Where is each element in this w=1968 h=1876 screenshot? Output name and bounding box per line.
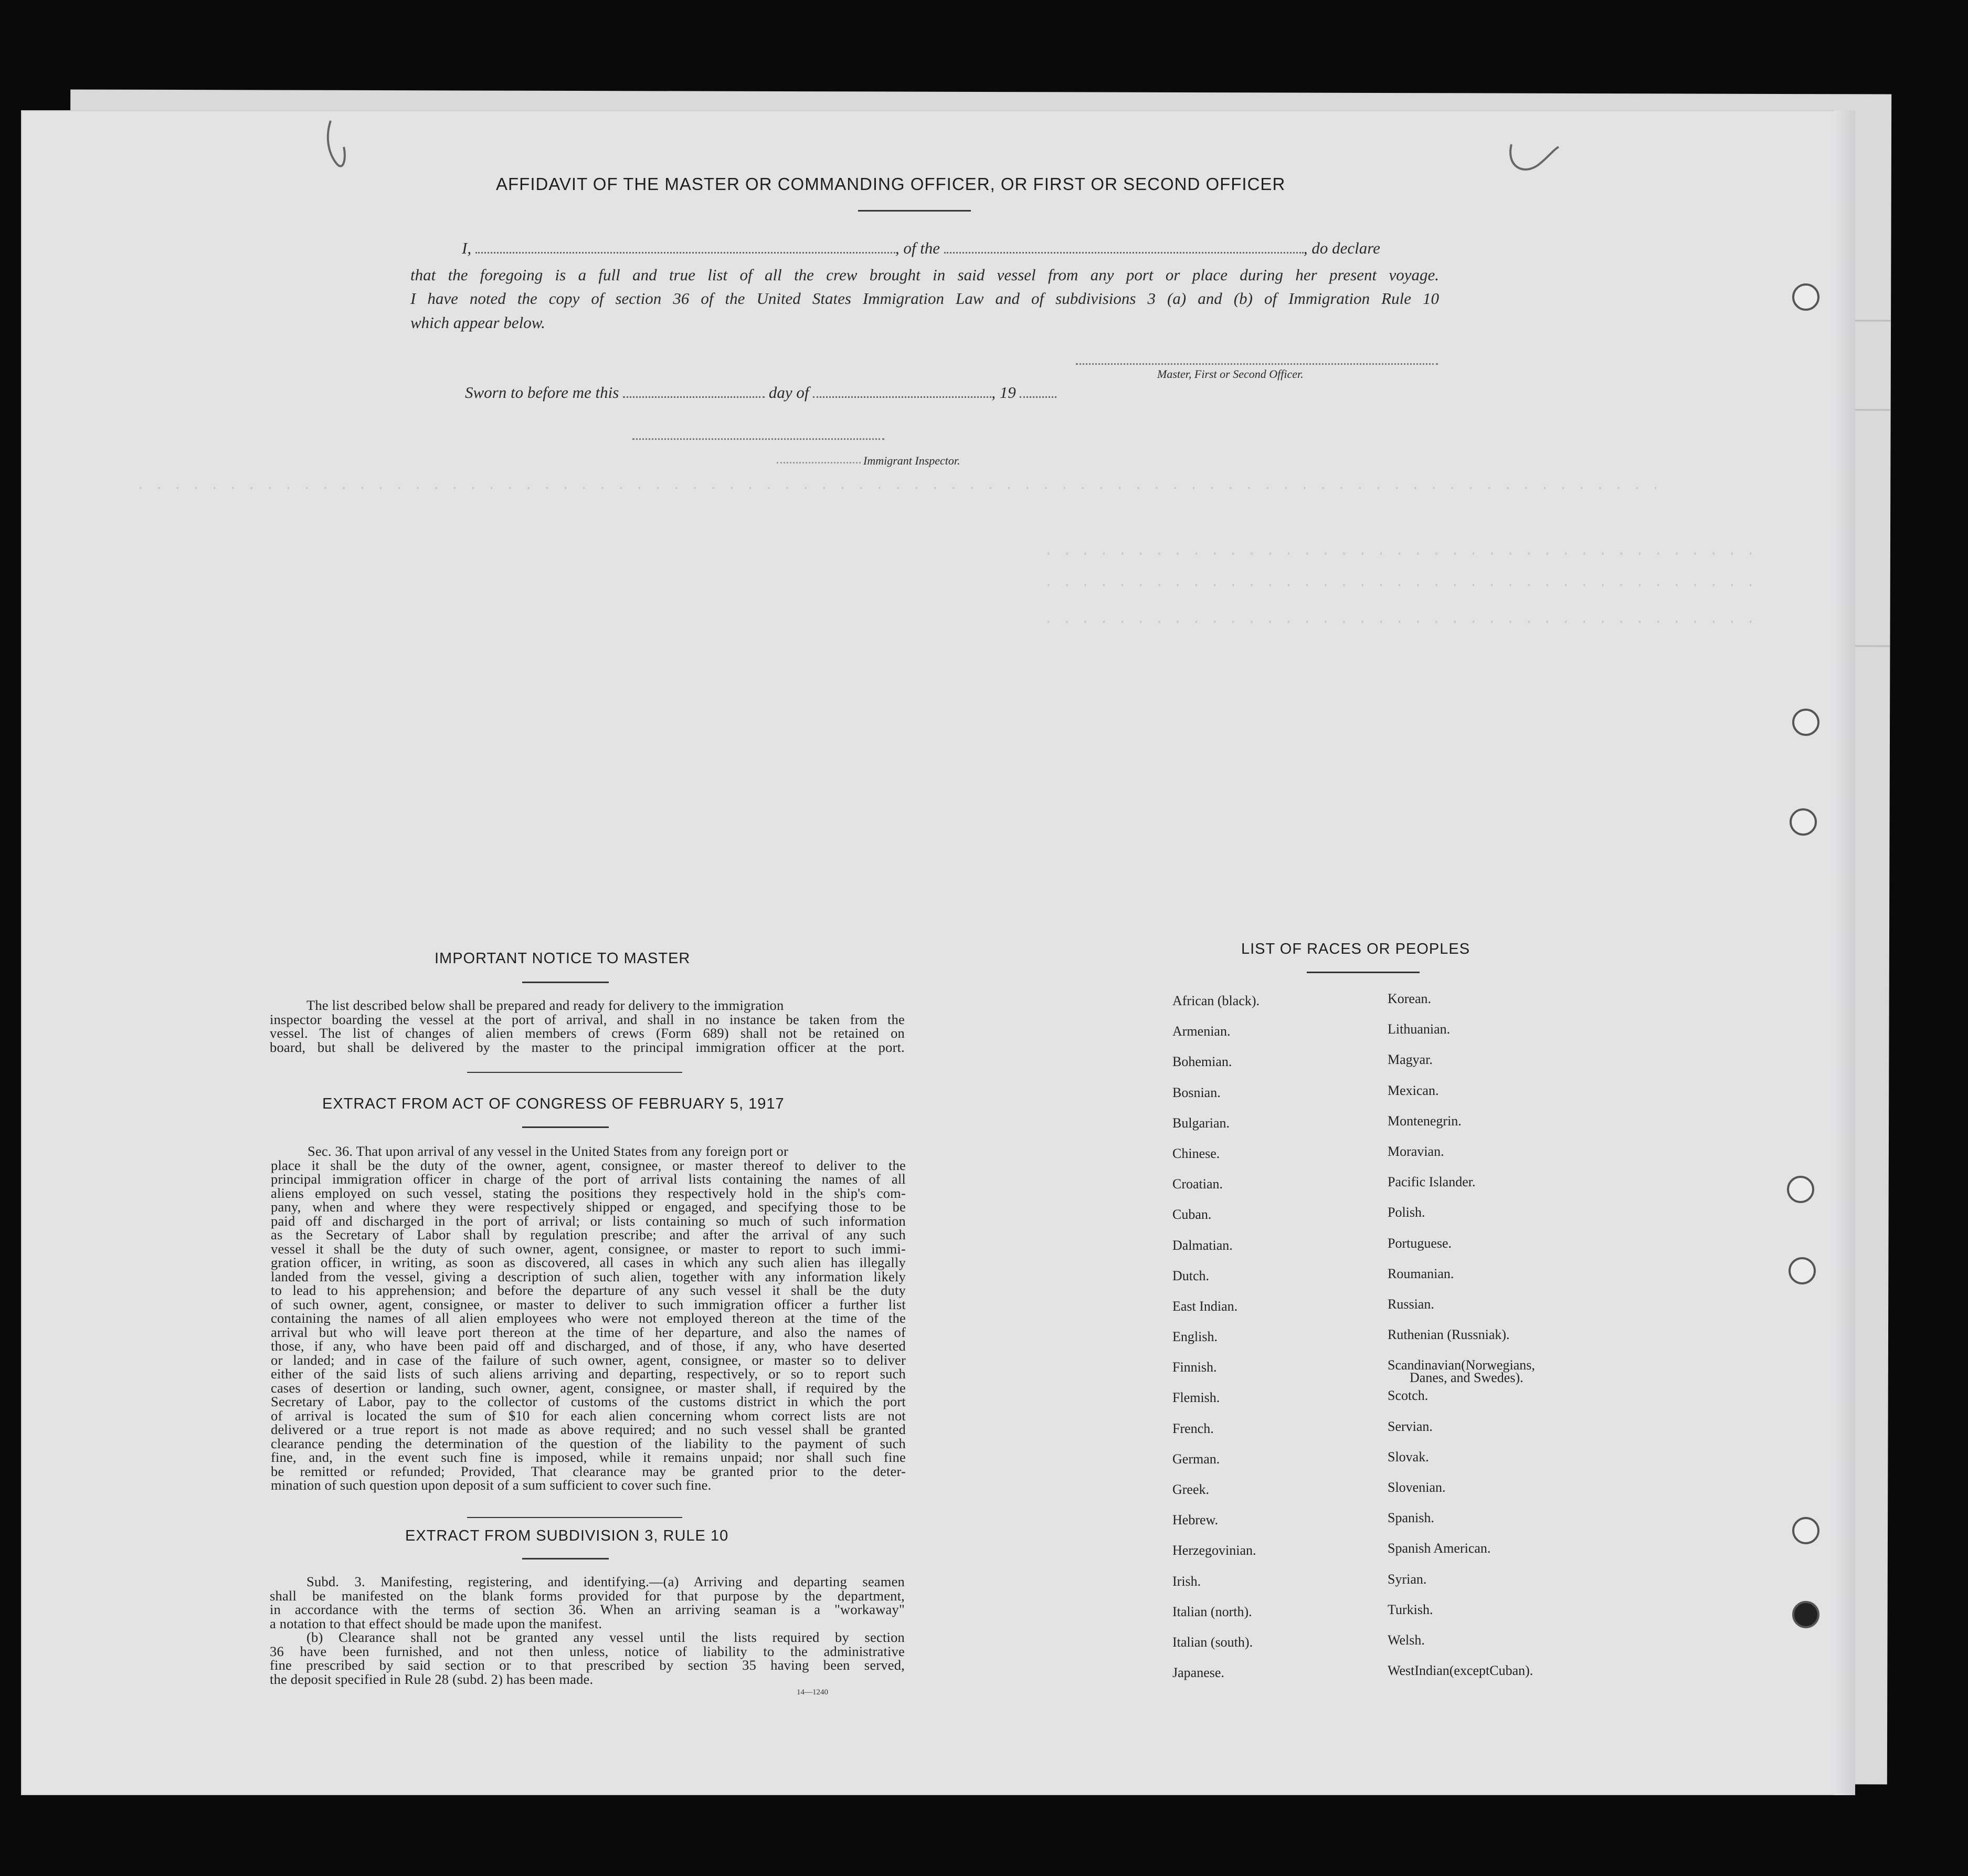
race-item: Scotch. [1388, 1388, 1429, 1404]
race-item: Italian (south). [1172, 1634, 1253, 1650]
race-item: Spanish American. [1388, 1541, 1491, 1556]
act-line: of such owner, agent, consignee, or master to deliver to such immigration officer a further list [271, 1296, 906, 1312]
day-of-label: day of [768, 383, 809, 402]
notice-line: The list described below shall be prepared and ready for delivery to the immigration [306, 997, 784, 1013]
race-item: Cuban. [1172, 1207, 1212, 1222]
race-item: Montenegrin. [1388, 1113, 1462, 1129]
master-signature-line[interactable] [1076, 363, 1438, 365]
race-item: Armenian. [1172, 1024, 1231, 1039]
bleed-through: · · · · · · · · · · · · · · · · · · · · · · · · · · · · · · · · · · · · · · · · · · · · · · · · · · · · · · · · · · · · · · · · · · · · · · · · · · · · · · · · · · · [136, 480, 1661, 496]
rule-line: (b) Clearance shall not be granted any vessel until the lists required by section [306, 1629, 905, 1645]
notice-line: vessel. The list of changes of alien members of crews (Form 689) shall not be retained on [270, 1025, 905, 1041]
act-line: principal immigration officer in charge of the port of arrival lists containing the names of all [271, 1171, 906, 1187]
race-item: Moravian. [1388, 1143, 1444, 1159]
binder-hole [1787, 1176, 1814, 1203]
race-item: Irish. [1172, 1573, 1201, 1589]
affidavit-i: I, [462, 239, 472, 257]
affidavit-line-3: I have noted the copy of section 36 of the United States Immigration Law and of subdivisions 3 (a) and (b) of Immigration Rule 10 [410, 289, 1439, 308]
page-edge-shade [1834, 110, 1855, 1795]
bleed-through: · · · · · · · · · · · · · · · · · · · · · · · · · · · · · · · · · · · · · · · [1044, 546, 1756, 562]
act-line: pany, when and where they were respectively shipped or engaged, and specifying those to be [271, 1199, 906, 1215]
race-item: East Indian. [1172, 1298, 1238, 1314]
race-item: Welsh. [1388, 1632, 1425, 1648]
binder-hole [1792, 1517, 1819, 1544]
race-item: Slovak. [1388, 1449, 1429, 1464]
act-line: landed from the vessel, giving a description of such alien, together with any information likely [271, 1268, 906, 1284]
race-item: Bulgarian. [1172, 1115, 1230, 1131]
race-item-text: Scandinavian(Norwegians, [1388, 1357, 1535, 1373]
inspector-dotted [777, 462, 861, 463]
race-item: Russian. [1388, 1296, 1434, 1312]
race-item: WestIndian(exceptCuban). [1388, 1663, 1533, 1679]
race-item: Magyar. [1388, 1052, 1433, 1068]
act-line: of arrival is located the sum of $10 for each alien concerning whom correct lists are not [271, 1407, 906, 1424]
act-line: clearance pending the determination of the question of the liability to the payment of such [271, 1435, 906, 1451]
rule-line: the deposit specified in Rule 28 (subd. 2) has been made. [270, 1671, 594, 1687]
act-line: as the Secretary of Labor shall by regulation prescribe; and after the arrival of any such [271, 1227, 906, 1242]
race-item: Spanish. [1388, 1510, 1434, 1526]
notice-text [270, 998, 905, 1054]
act-text [271, 1144, 906, 1492]
rule-line: a notation to that effect should be made upon the manifest. [270, 1615, 602, 1631]
race-item: Hebrew. [1172, 1512, 1219, 1528]
race-item: Roumanian. [1388, 1266, 1454, 1281]
races-left-column [1172, 993, 1260, 1695]
master-signature-label: Master, First or Second Officer. [1157, 367, 1304, 381]
act-line: those, if any, who have been paid off and discharged, and of those, if any, who have deserted [271, 1338, 906, 1354]
title-rule [522, 982, 609, 983]
affidavit-declare: , do declare [1303, 239, 1380, 257]
race-item: African (black). [1172, 993, 1260, 1008]
section-rule [467, 1517, 682, 1518]
act-line: be remitted or refunded; Provided, That clearance may be granted prior to the deter- [271, 1463, 906, 1479]
race-item: Servian. [1388, 1418, 1433, 1434]
act-line: Sec. 36. That upon arrival of any vessel in the United States from any foreign port or [308, 1143, 789, 1159]
race-item: Mexican. [1388, 1082, 1439, 1098]
race-item: Bohemian. [1172, 1054, 1232, 1070]
act-line: or landed; and in case of the failure of such owner, agent, consignee, or master so to deliver [271, 1352, 906, 1368]
race-item: Croatian. [1172, 1176, 1223, 1192]
race-item: Chinese. [1172, 1145, 1220, 1161]
act-title: EXTRACT FROM ACT OF CONGRESS OF FEBRUARY 5, 1917 [322, 1095, 785, 1112]
race-item: Portuguese. [1388, 1235, 1452, 1251]
inspector-signature-line[interactable] [632, 438, 884, 440]
act-line: containing the names of all alien employees who were not employed thereon at the time of the [271, 1310, 906, 1326]
act-line: cases of desertion or landing, such owner, agent, consignee, or master shall, if required by the [271, 1379, 906, 1396]
race-item: Ruthenian (Russniak). [1388, 1327, 1510, 1343]
race-item: Slovenian. [1388, 1480, 1446, 1495]
race-item: German. [1172, 1451, 1220, 1467]
race-item: Turkish. [1388, 1601, 1433, 1617]
act-line: aliens employed on such vessel, stating the positions they respectively hold in the ship's com- [271, 1185, 906, 1201]
rule-title: EXTRACT FROM SUBDIVISION 3, RULE 10 [405, 1527, 729, 1544]
race-item: Pacific Islander. [1388, 1174, 1476, 1190]
rule-line: Subd. 3. Manifesting, registering, and identifying.—(a) Arriving and departing seamen [306, 1574, 905, 1589]
form-number: 14—1240 [797, 1688, 828, 1696]
race-item: Bosnian. [1172, 1084, 1221, 1100]
affidavit-line-1 [462, 239, 1380, 258]
affidavit-line-2: that the foregoing is a full and true list of all the crew brought in said vessel from any port or place during her present voyage. [410, 266, 1439, 284]
notice-line: board, but shall be delivered by the master to the principal immigration officer at the port. [270, 1039, 905, 1055]
rule-line: in accordance with the terms of section 36. When an arriving seaman is a "workaway" [270, 1601, 905, 1617]
affidavit-title: AFFIDAVIT OF THE MASTER OR COMMANDING OFFICER, OR FIRST OR SECOND OFFICER [496, 174, 1286, 194]
act-line: either of the said lists of such aliens arriving and departing, respectively, or so to report such [271, 1366, 906, 1382]
race-item: Dutch. [1172, 1268, 1210, 1283]
vessel-blank[interactable] [944, 251, 1304, 254]
act-line: mination of such question upon deposit of a sum sufficient to cover such fine. [271, 1477, 712, 1493]
sworn-line [465, 383, 1056, 402]
section-rule [467, 1072, 682, 1073]
race-item: Dalmatian. [1172, 1237, 1233, 1253]
race-item: Japanese. [1172, 1665, 1224, 1681]
races-right-column [1388, 991, 1535, 1693]
race-item: English. [1172, 1329, 1218, 1345]
title-rule [522, 1126, 609, 1128]
race-item: Flemish. [1172, 1390, 1220, 1406]
sworn-label: Sworn to before me this [465, 383, 619, 402]
race-item: Greek. [1172, 1482, 1210, 1497]
bleed-through: · · · · · · · · · · · · · · · · · · · · · · · · · · · · · · · · · · · · · · · [1044, 614, 1756, 630]
act-line: paid off and discharged in the port of arrival; or lists containing so much of such information [271, 1213, 906, 1229]
pencil-mark [1501, 134, 1574, 181]
affidavit-of-the: , of the [895, 239, 940, 257]
act-line: vessel it shall be the duty of such owner, agent, consignee, or master to report to such immi- [271, 1240, 906, 1257]
race-item: Finnish. [1172, 1359, 1217, 1375]
race-item: Syrian. [1388, 1571, 1427, 1587]
act-line: gration officer, in writing, as soon as discovered, all cases in which any such alien has illegally [271, 1255, 906, 1270]
race-item: Lithuanian. [1388, 1021, 1451, 1037]
act-line: place it shall be the duty of the owner, agent, consignee, or master thereof to deliver to the [271, 1157, 906, 1173]
inspector-signature-label: Immigrant Inspector. [863, 454, 960, 467]
notice-title: IMPORTANT NOTICE TO MASTER [435, 950, 691, 967]
binder-hole [1792, 1601, 1819, 1628]
day-blank[interactable] [623, 396, 765, 398]
name-blank[interactable] [475, 251, 895, 254]
affidavit-line-4: which appear below. [410, 313, 545, 332]
binder-hole [1789, 1257, 1816, 1284]
rule-line: fine prescribed by said section or to that prescribed by section 35 having been served, [270, 1657, 905, 1673]
race-item: French. [1172, 1420, 1214, 1436]
act-line: arrival but who will leave port thereon at the time of her departure, and also the names of [271, 1324, 906, 1340]
race-item: Herzegovinian. [1172, 1543, 1256, 1558]
races-title: LIST OF RACES OR PEOPLES [1241, 941, 1470, 957]
act-line: to lead to his apprehension; and before the departure of any such vessel it shall be the duty [271, 1282, 906, 1298]
title-rule [858, 210, 971, 212]
act-line: delivered or a true report is not made as above required; and no such vessel shall be granted [271, 1421, 906, 1437]
rule-text [270, 1575, 905, 1686]
bleed-through: · · · · · · · · · · · · · · · · · · · · · · · · · · · · · · · · · · · · · · · [1044, 577, 1756, 593]
race-item [1388, 1357, 1535, 1388]
rule-line: 36 have been furnished, and not then unless, notice of liability to the administrative [270, 1643, 905, 1659]
year-label: , 19 [991, 383, 1016, 402]
race-item-continuation: Danes, and Swedes). [1410, 1370, 1523, 1386]
notice-line: inspector boarding the vessel at the port of arrival, and shall in no instance be taken from the [270, 1011, 905, 1027]
year-blank[interactable] [1020, 396, 1056, 398]
act-line: fine, and, in the event such fine is imposed, while it remains unpaid; nor shall such fine [271, 1449, 906, 1465]
pencil-mark [315, 115, 373, 189]
race-item: Korean. [1388, 991, 1432, 1006]
binder-hole [1792, 709, 1819, 736]
form-page [21, 110, 1855, 1795]
binder-hole [1792, 283, 1819, 311]
month-blank[interactable] [813, 396, 991, 398]
race-item: Italian (north). [1172, 1604, 1252, 1619]
title-rule [522, 1558, 609, 1559]
race-item: Polish. [1388, 1205, 1425, 1220]
act-line: Secretary of Labor, pay to the collector of customs of the customs district in which the port [271, 1394, 906, 1409]
rule-line: shall be manifested on the blank forms provided for that purpose by the department, [270, 1587, 905, 1604]
binder-hole [1790, 808, 1817, 836]
title-rule [1307, 972, 1420, 973]
